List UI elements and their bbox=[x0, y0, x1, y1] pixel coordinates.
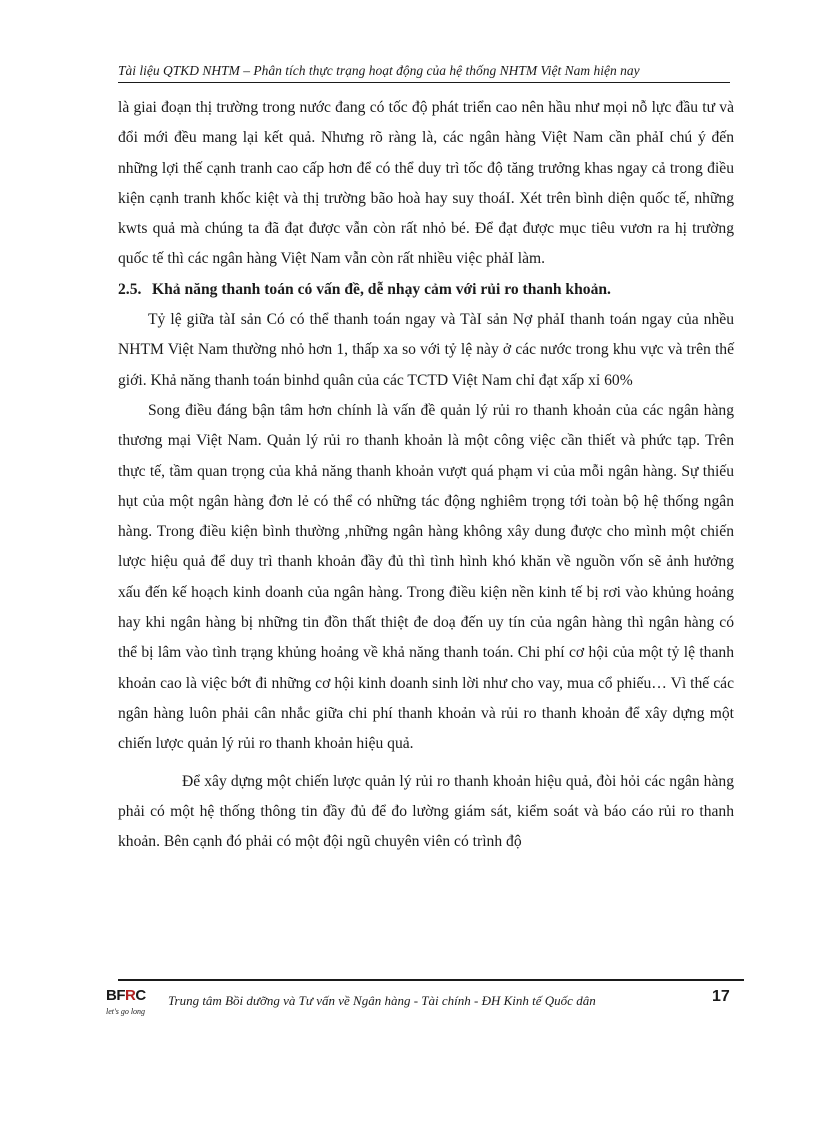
paragraph-strategy: Để xây dựng một chiến lược quản lý rủi ro thanh khoản hiệu quả, đòi hỏi các ngân hàng phải có một hệ thống thông tin đầy đủ để đo lường giám sát, kiểm soát và báo cáo rủi ro thanh khoản. Bên cạnh đó phải có một đội ngũ chuyên viên có trình độ bbox=[118, 772, 734, 851]
running-header: Tài liệu QTKD NHTM – Phân tích thực trạng hoạt động của hệ thống NHTM Việt Nam hiện nay bbox=[118, 62, 730, 83]
section-number: 2.5. bbox=[118, 280, 142, 298]
bfrc-logo bbox=[106, 987, 150, 1029]
paragraph-liquidity-risk: Song điều đáng bận tâm hơn chính là vấn đề quản lý rủi ro thanh khoản của các ngân hàng thương mại Việt Nam. Quản lý rủi ro thanh khoản là một công việc cần thiết và phức tạp. Trên thực tế, tầm quan trọng của khả năng thanh khoản vượt quá phạm vi của mỗi ngân hàng. Sự thiếu hụt của một ngân hàng đơn lẻ có thể có những tác động nghiêm trọng tới toàn bộ hệ thống ngân hàng. Trong điều kiện bình thường ,những ngân hàng không xây dung được cho mình một chiến lược hiệu quả để duy trì thanh khoản đầy đủ thì tình hình khó khăn về nguồn vốn sẽ ảnh hưởng xấu đến kế hoạch kinh doanh của ngân hàng. Trong điều kiện nền kinh tế bị rơi vào khủng hoảng hay khi ngân hàng bị những tin đồn thất thiệt đe doạ đến uy tín của ngân hàng thì ngân hàng có thể bị lâm vào tình trạng khủng hoảng về khả năng thanh toán. Chi phí cơ hội của một tỷ lệ thanh khoản cao là việc bớt đi những cơ hội kinh doanh sinh lời như cho vay, mua cổ phiếu… Vì thế các ngân hàng luôn phải cân nhắc giữa chi phí thanh khoản và rủi ro thanh khoản để xây dựng một chiến lược quản lý rủi ro thanh khoản hiệu quả. bbox=[118, 401, 734, 753]
paragraph-liquidity-ratio: Tỷ lệ giữa tàI sản Có có thể thanh toán ngay và TàI sản Nợ phảI thanh toán ngay của nhều NHTM Việt Nam thường nhỏ hơn 1, thấp xa so với tỷ lệ này ở các nước trong khu vực và trên thế giới. Khả năng thanh toán binhd quân của các TCTD Việt Nam chỉ đạt xấp xỉ 60% bbox=[118, 311, 734, 389]
section-title: Khả năng thanh toán có vấn đề, dễ nhạy cảm với rủi ro thanh khoản. bbox=[152, 280, 611, 298]
document-body bbox=[118, 93, 734, 857]
logo-tagline: let's go long bbox=[106, 1007, 146, 1016]
footer-institution: Trung tâm Bồi dưỡng và Tư vấn về Ngân hàng - Tài chính - ĐH Kinh tế Quốc dân bbox=[168, 993, 596, 1008]
section-heading bbox=[118, 275, 734, 305]
logo-mark: BFRC bbox=[106, 987, 146, 1004]
page-number: 17 bbox=[712, 988, 730, 1005]
footer-divider bbox=[118, 979, 744, 981]
paragraph-continuation: là giai đoạn thị trường trong nước đang có tốc độ phát triển cao nên hầu như mọi nỗ lực đầu tư và đổi mới đều mang lại kết quả. Nhưng rõ ràng là, các ngân hàng Việt Nam cần phảI chú ý đến những lợi thế cạnh tranh cao cấp hơn để có thể duy trì tốc độ tăng trưởng khas ngay cả trong điều kiện cạnh tranh khốc kiệt và thị trường bão hoà hay suy thoáI. Xét trên bình diện quốc tế, những kwts quả mà chúng ta đã đạt được vẫn còn rất nhỏ bé. Để đạt được mục tiêu vươn ra hị trường quốc tế thì các ngân hàng Việt Nam vẫn còn rất nhiều việc phảI làm. bbox=[118, 99, 734, 268]
